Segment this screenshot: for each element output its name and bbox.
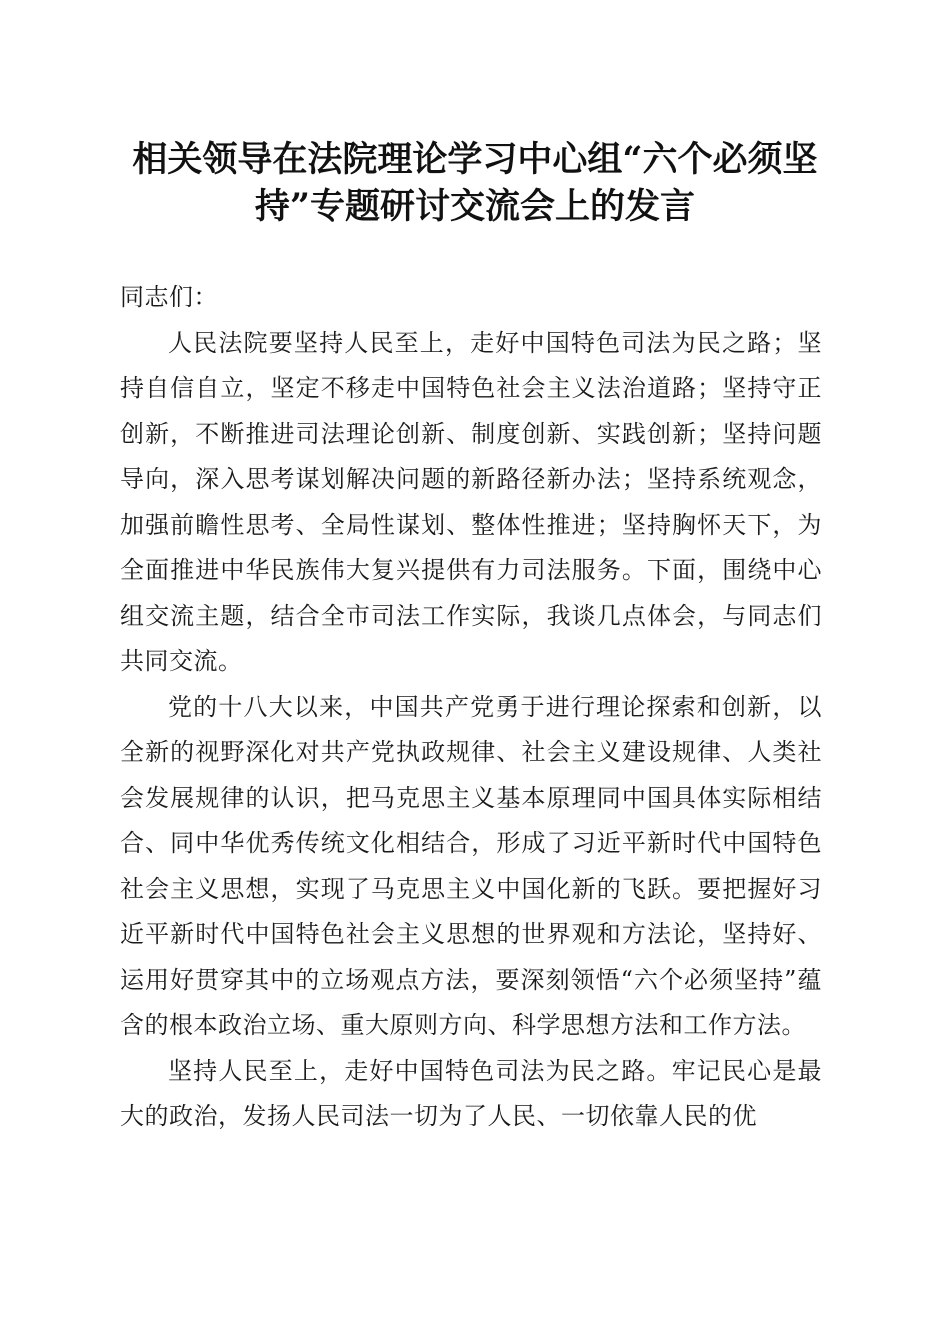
paragraph-1: 人民法院要坚持人民至上，走好中国特色司法为民之路；坚持自信自立，坚定不移走中国特色社会主义法治道路；坚持守正创新，不断推进司法理论创新、制度创新、实践创新；坚持问题导向，深入思考谋划解决问题的新路径新办法；坚持系统观念，加强前瞻性思考、全局性谋划、整体性推进；坚持胸怀天下，为全面推进中华民族伟大复兴提供有力司法服务。下面，围绕中心组交流主题，结合全市司法工作实际，我谈几点体会，与同志们共同交流。 (120, 328, 822, 675)
greeting: 同志们： (120, 283, 218, 311)
paragraph-3: 坚持人民至上，走好中国特色司法为民之路。牢记民心是最大的政治，发扬人民司法一切为了人民、一切依靠人民的优 (120, 1056, 822, 1130)
title-line-1: 相关领导在法院理论学习中心组“六个必须坚 (132, 139, 818, 180)
title-line-2: 持”专题研讨交流会上的发言 (254, 186, 696, 227)
document-title (100, 136, 850, 230)
document-body (120, 275, 822, 1140)
paragraph-2: 党的十八大以来，中国共产党勇于进行理论探索和创新，以全新的视野深化对共产党执政规律、社会主义建设规律、人类社会发展规律的认识，把马克思主义基本原理同中国具体实际相结合、同中华优秀传统文化相结合，形成了习近平新时代中国特色社会主义思想，实现了马克思主义中国化新的飞跃。要把握好习近平新时代中国特色社会主义思想的世界观和方法论，坚持好、运用好贯穿其中的立场观点方法，要深刻领悟“六个必须坚持”蕴含的根本政治立场、重大原则方向、科学思想方法和工作方法。 (120, 692, 822, 1039)
